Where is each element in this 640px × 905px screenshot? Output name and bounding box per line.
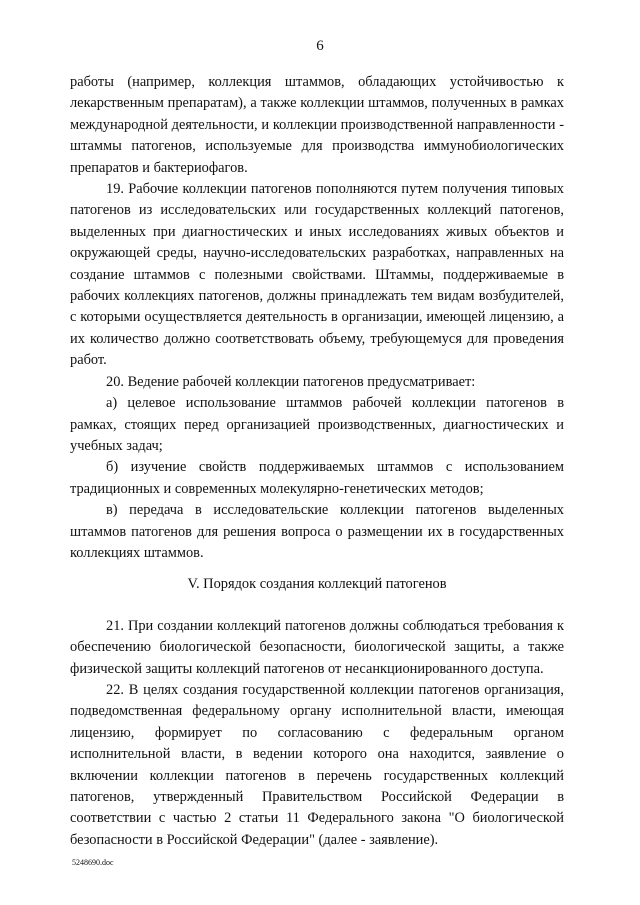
document-body — [70, 72, 564, 851]
paragraph-20: 20. Ведение рабочей коллекции патогенов предусматривает: — [106, 373, 476, 390]
page-number: 6 — [316, 38, 324, 54]
paragraph-19: 19. Рабочие коллекции патогенов пополняются путем получения типовых патогенов из исследовательских или государственных коллекций патогенов, выделенных при диагностических и иных исследованиях живых объектов и окружающей среды, научно-исследовательских разработках, направленных на создание штаммов с полезными свойствами. Штаммы, поддерживаемые в рабочих коллекциях патогенов, должны принадлежать тем видам возбудителей, с которыми осуществляется деятельность в организации, имеющей лицензию, а их количество должно соответствовать объему, требующемуся для проведения работ. — [70, 181, 564, 369]
paragraph-continuation: работы (например, коллекция штаммов, обладающих устойчивостью к лекарственным препаратам), а также коллекции штаммов, полученных в рамках международной деятельности, и коллекции производственной направленности - штаммы патогенов, используемые для производства иммунобиологических препаратов и бактериофагов. — [70, 74, 564, 176]
section-heading: V. Порядок создания коллекций патогенов — [187, 576, 447, 593]
paragraph-22: 22. В целях создания государственной коллекции патогенов организация, подведомственная федеральному органу исполнительной власти, имеющая лицензию, формирует по согласованию с федеральным органом исполнительной власти, в ведении которого она находится, заявление о включении коллекции патогенов в перечень государственных коллекций патогенов, утвержденный Правительством Российской Федерации в соответствии с частью 2 статьи 11 Федерального закона "О биологической безопасности в Российской Федерации" (далее - заявление). — [70, 681, 564, 848]
paragraph-20-item-c: в) передача в исследовательские коллекции патогенов выделенных штаммов патогенов для решения вопроса о размещении их в государственных коллекциях штаммов. — [70, 502, 564, 561]
document-file-reference: 5248690.doc — [72, 858, 114, 867]
paragraph-21: 21. При создании коллекций патогенов должны соблюдаться требования к обеспечению биологической безопасности, биологической защиты, а также физической защиты коллекций патогенов от несанкционированного доступа. — [70, 617, 564, 677]
paragraph-20-item-b: б) изучение свойств поддерживаемых штаммов с использованием традиционных и современных молекулярно-генетических методов; — [70, 459, 564, 497]
paragraph-20-item-a: а) целевое использование штаммов рабочей коллекции патогенов в рамках, стоящих перед организацией производственных, диагностических и учебных задач; — [70, 395, 564, 454]
